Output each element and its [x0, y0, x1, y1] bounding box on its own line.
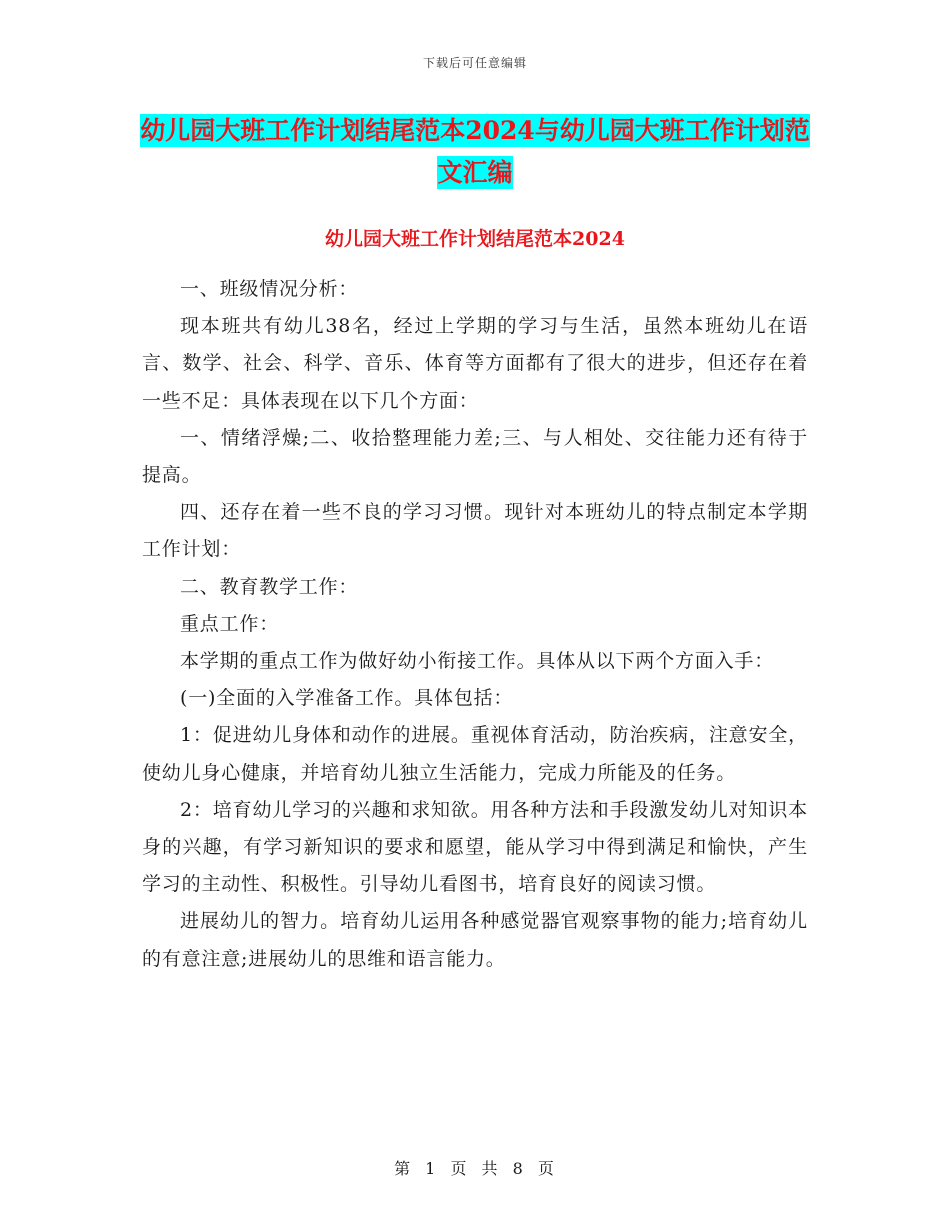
document-title-text: 幼儿园大班工作计划结尾范本2024与幼儿园大班工作计划范文汇编 [140, 116, 810, 187]
paragraph: 重点工作： [180, 612, 280, 635]
paragraph: (一)全面的入学准备工作。具体包括： [180, 687, 514, 710]
paragraph: 一、班级情况分析： [180, 278, 359, 300]
document-title [140, 110, 810, 194]
paragraph: 2：培育幼儿学习的兴趣和求知欲。用各种方法和手段激发幼儿对知识本身的兴趣，有学习新知识的要求和愿望，能从学习中得到满足和愉快，产生学习的主动性、积极性。引导幼儿看图书，培育良好的阅读习惯。 [142, 798, 808, 896]
paragraph: 进展幼儿的智力。培育幼儿运用各种感觉器官观察事物的能力;培育幼儿的有意注意;进展幼儿的思维和语言能力。 [142, 910, 808, 970]
paragraph: 二、教育教学工作： [180, 575, 359, 598]
paragraph: 1：促进幼儿身体和动作的进展。重视体育活动，防治疾病，注意安全，使幼儿身心健康，并培育幼儿独立生活能力，完成力所能及的任务。 [142, 724, 808, 784]
paragraph: 一、情绪浮燥;二、收拾整理能力差;三、与人相处、交往能力还有待于提高。 [142, 426, 808, 487]
paragraph: 四、还存在着一些不良的学习习惯。现针对本班幼儿的特点制定本学期工作计划： [142, 501, 808, 561]
paragraph: 本学期的重点工作为做好幼小衔接工作。具体从以下两个方面入手： [180, 650, 775, 673]
section-title: 幼儿园大班工作计划结尾范本2024 [325, 228, 625, 250]
header-note: 下载后可任意编辑 [422, 56, 527, 70]
body-text [142, 271, 808, 978]
page-footer: 第 1 页 共 8 页 [394, 1159, 556, 1178]
paragraph: 现本班共有幼儿38名，经过上学期的学习与生活，虽然本班幼儿在语言、数学、社会、科学、音乐、体育等方面都有了很大的进步，但还存在着一些不足：具体表现在以下几个方面： [142, 315, 808, 412]
